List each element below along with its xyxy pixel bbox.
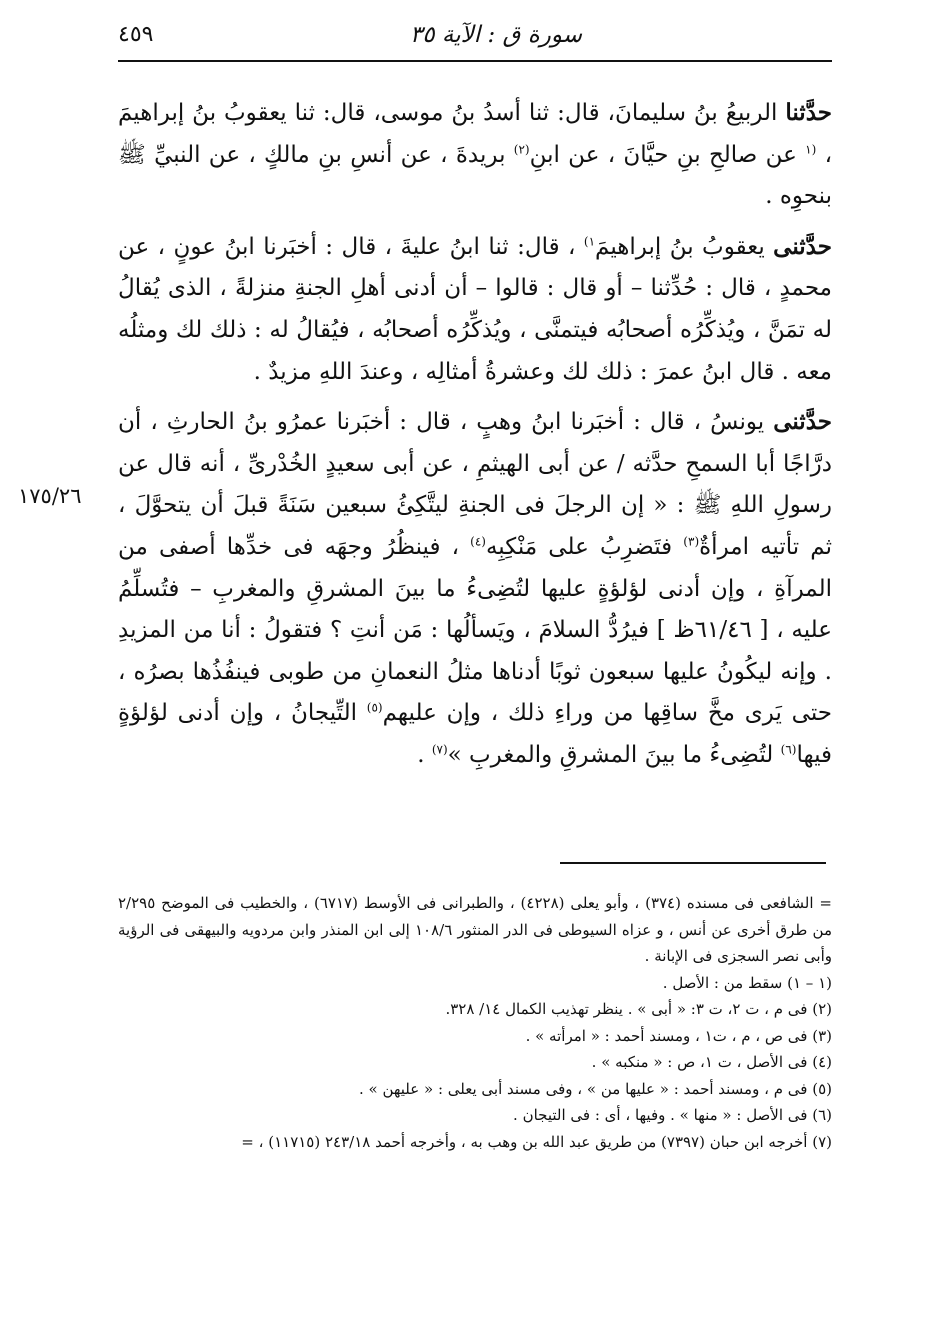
footnote-marker: (٥) <box>366 700 383 715</box>
header-rule <box>118 60 832 62</box>
page-header <box>118 18 832 60</box>
footnote-item: (٢) فى م ، ت ٢، ت ٣: « أبى » . ينظر تهذيب الكمال ١٤/ ٣٢٨. <box>445 1000 832 1018</box>
footnote-marker: ١) <box>583 234 596 249</box>
footnote-marker: (٤) <box>470 534 486 549</box>
surah-reference: سورة ق : الآية ٣٥ <box>409 22 582 48</box>
paragraph-text: لتُضِىءُ ما بينَ المشرقِ والمغربِ » <box>447 741 781 768</box>
paragraph-text: فتَضرِبُ على مَنْكِبِه <box>485 533 684 560</box>
footnote-marker: (٦) <box>780 742 797 757</box>
narration-lead: حدَّثنى <box>773 232 832 260</box>
footnote-item: (١ – ١) سقط من : الأصل . <box>662 973 832 992</box>
footnote-item: (٣) فى ص ، م ، ت١ ، ومسند أحمد : « امرأته » . <box>525 1026 832 1045</box>
footnotes <box>118 890 832 1155</box>
paragraph-text: . <box>417 741 432 768</box>
footnote-item: (٦) فى الأصل : « منها » . وفيها ، أى : فى التيجان . <box>513 1106 832 1124</box>
page-number: ٤٥٩ <box>118 22 154 47</box>
footnote-continuation: = الشافعى فى مسنده (٣٧٤) ، وأبو يعلى (٤٢٢٨) ، والطبرانى فى الأوسط (٦٧١٧) ، والخطيب فى الموضح ٢/٢٩٥ من طرق أخرى عن أنس ، و عزاه السيوطى فى الدر المنثور ١٠٨/٦ إلى ابن المنذر وابن مردويه والبيهقى فى الرؤية وأبى نصر السجزى فى الإبانة . <box>118 894 832 965</box>
paragraph-text: عن صالحِ بنِ حيَّانَ ، عن ابنِ <box>529 141 806 168</box>
paragraph-text: يونسُ ، قال : أخبَرنا ابنُ وهبٍ ، قال : أخبَرنا عمرُو بنُ الحارثِ ، أن درَّاجًا أبا السمحِ حدَّثه / عن أبى الهيثمِ ، عن أبى سعيدٍ الخُدْرىِّ ، أنه قال عن رسولِ اللهِ ﷺ : « إن الرجلَ فى الجنةِ ليتَّكِئُ سبعين سَنَةً قبلَ أن يتحوَّلَ ، ثم تأتيه امرأةٌ <box>118 409 833 560</box>
paragraph-text: ، فينظُرُ وجهَه فى خدِّها أصفى من المرآةِ ، وإن أدنى لؤلؤةٍ عليها لتُضِىءُ ما بينَ المشرقِ والمغربِ – فتُسلِّمُ عليه ، [ ٦١/٤٦ظ ] فيرُدُّ السلامَ ، ويَسألُها : مَن أنتِ ؟ فتقولُ : أنا من المزيدِ . وإنه ليكُونُ عليها سبعون ثوبًا أدناها مثلُ النعمانِ من طوبى فينفُذُها بصرُه ، حتى يَرى مخَّ ساقِها من وراءِ ذلك ، وإن عليهم <box>118 533 832 727</box>
paragraph <box>118 401 832 776</box>
footnote-marker: (٢) <box>513 141 530 156</box>
paragraph <box>118 226 832 393</box>
paragraph-text: يعقوبُ بنُ إبراهيمَ <box>595 233 774 260</box>
footnote-item: (٤) فى الأصل ، ت ١، ص : « منكبه » . <box>591 1053 832 1071</box>
footnote-rule <box>560 862 826 864</box>
margin-reference: ١٧٥/٢٦ <box>18 484 82 508</box>
main-text <box>118 92 832 785</box>
paragraph-text: ، قال: ثنا ابنُ عليةَ ، قال : أخبَرنا ابنُ عونٍ ، عن محمدٍ ، قال : حُدِّثنا – أو قال : قالوا – أن أدنى أهلِ الجنةِ منزلةً ، الذى يُقالُ له تمَنَّ ، ويُذكِّرُه أصحابُه فيتمنَّى ، ويُذكِّرُه أصحابُه ، فيُقالُ له : ذلك لك ومثلُه معه . قال ابنُ عمرَ : ذلك لك وعشرةُ أمثالِه ، وعندَ اللهِ مزيدٌ . <box>118 233 832 385</box>
paragraph-text: التِّيجانُ ، وإن أدنى لؤلؤةٍ فيها <box>118 700 832 768</box>
paragraph <box>118 92 832 218</box>
footnote-marker: (٣) <box>683 534 700 549</box>
footnote-marker: (١ <box>805 141 817 156</box>
narration-lead: حدَّثنى <box>773 408 832 436</box>
footnote-item: (٧) أخرجه ابن حبان (٧٣٩٧) من طريق عبد الله بن وهب به ، وأخرجه أحمد ٢٤٣/١٨ (١١٧١٥) ، = <box>241 1132 832 1151</box>
paragraph-text: بريدةَ ، عن أنسِ بنِ مالكٍ ، عن النبيِّ ﷺ بنحوِه . <box>118 141 832 210</box>
footnote-item: (٥) فى م ، ومسند أحمد : « عليها من » ، وفى مسند أبى يعلى : « عليهن » . <box>358 1079 832 1098</box>
footnote-marker: (٧) <box>431 742 448 757</box>
narration-lead: حدَّثنا <box>785 99 832 126</box>
paragraph-text: الربيعُ بنُ سليمانَ، قال: ثنا أسدُ بنُ موسى، قال: ثنا يعقوبُ بنُ إبراهيمَ ، <box>118 100 832 168</box>
